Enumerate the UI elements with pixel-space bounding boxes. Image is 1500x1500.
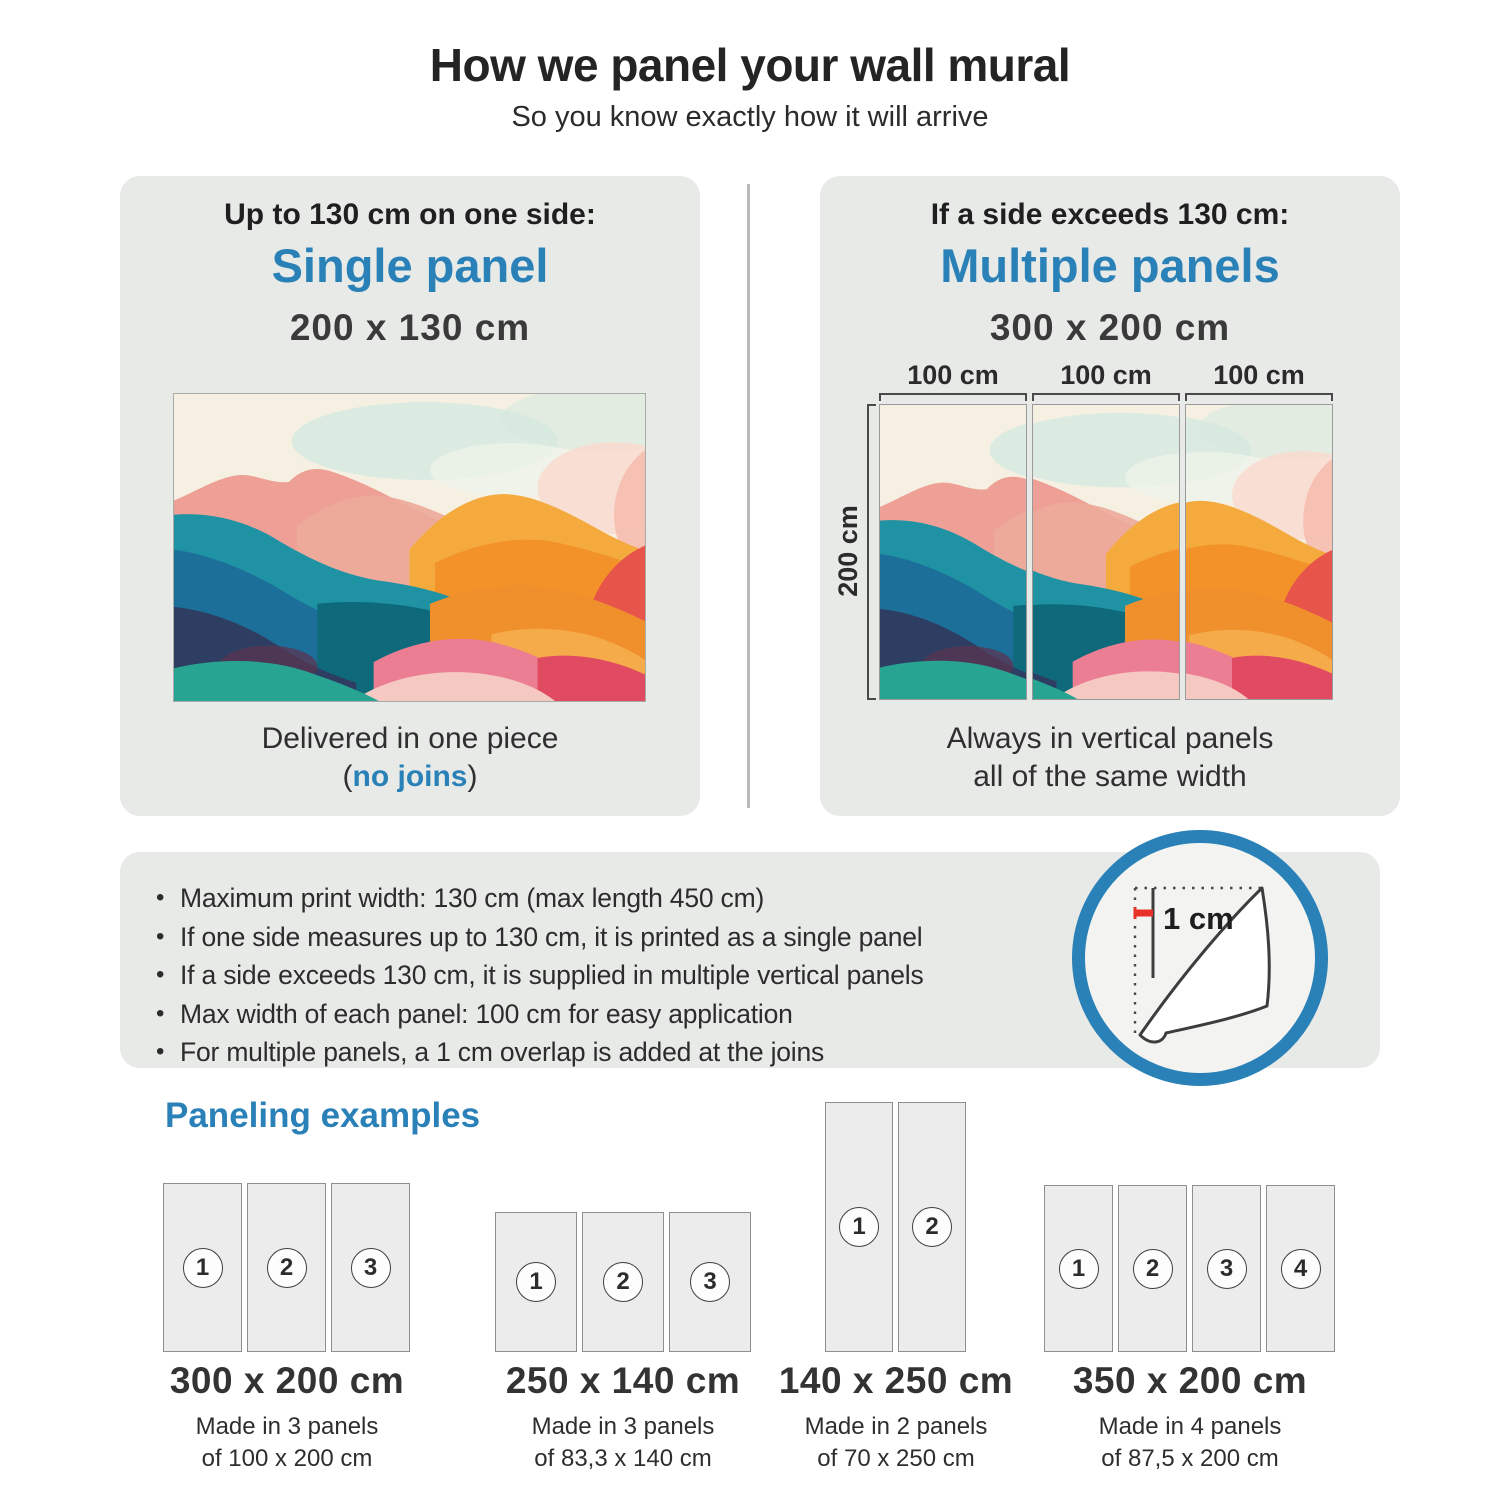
example-panel	[582, 1212, 664, 1352]
example-panels	[825, 1102, 966, 1352]
single-panel-condition: Up to 130 cm on one side:	[224, 198, 596, 231]
multiple-panels-size: 300 x 200 cm	[989, 307, 1231, 348]
panel-height-label: 200 cm	[833, 505, 863, 597]
example-panels	[163, 1183, 410, 1352]
example-panel	[495, 1212, 577, 1352]
page-curl-icon	[1085, 843, 1315, 1073]
example-size: 350 x 200 cm	[1072, 1360, 1308, 1401]
bullet-dot: •	[156, 961, 165, 988]
example-panel	[163, 1183, 242, 1352]
mural-panel-slice	[1032, 404, 1180, 700]
example-size: 140 x 250 cm	[778, 1360, 1014, 1401]
multiple-panels-footer-line2: all of the same width	[973, 760, 1247, 793]
note-text: If a side exceeds 130 cm, it is supplied in multiple vertical panels	[180, 960, 924, 990]
paren-close: )	[467, 760, 478, 793]
single-panel-title: Single panel	[271, 239, 549, 292]
panel-number-badge: 2	[267, 1248, 307, 1288]
example-made-line1: Made in 4 panels	[1098, 1413, 1282, 1440]
example-panels	[495, 1212, 751, 1352]
example-made-line2: of 70 x 250 cm	[817, 1445, 975, 1472]
overlap-badge	[1072, 830, 1328, 1086]
bullet-dot: •	[156, 999, 165, 1027]
multiple-panels-title: Multiple panels	[940, 239, 1280, 292]
note-text: For multiple panels, a 1 cm overlap is added at the joins	[180, 1037, 825, 1067]
example-panel	[669, 1212, 751, 1352]
bullet-dot: •	[156, 1038, 165, 1065]
panel-width-label: 100 cm	[1060, 360, 1152, 390]
panel-number-badge: 1	[839, 1207, 879, 1247]
panel-number-badge: 2	[603, 1262, 643, 1302]
single-panel-card	[120, 176, 700, 816]
example-panels	[1044, 1185, 1335, 1352]
panel-number-badge: 4	[1281, 1249, 1321, 1289]
example-made-line1: Made in 3 panels	[531, 1413, 715, 1440]
panel-width-label: 100 cm	[1213, 360, 1305, 390]
page-subtitle: So you know exactly how it will arrive	[511, 101, 989, 133]
single-panel-footer-line1: Delivered in one piece	[261, 722, 559, 755]
example-panel	[1044, 1185, 1113, 1352]
multiple-panels-footer-line1: Always in vertical panels	[946, 722, 1274, 755]
example-size: 300 x 200 cm	[169, 1360, 405, 1401]
panel-width-label: 100 cm	[907, 360, 999, 390]
example-panel	[331, 1183, 410, 1352]
panel-number-badge: 3	[1207, 1249, 1247, 1289]
panel-number-badge: 3	[690, 1262, 730, 1302]
example-panel	[1192, 1185, 1261, 1352]
example-made-line2: of 100 x 200 cm	[201, 1445, 373, 1472]
example-made-line2: of 83,3 x 140 cm	[534, 1445, 712, 1472]
width-measure-bracket	[879, 393, 1027, 401]
width-measure-bracket	[1185, 393, 1333, 401]
bullet-dot: •	[156, 884, 165, 911]
example-caption	[1010, 1360, 1370, 1475]
panel-number-badge: 2	[1133, 1249, 1173, 1289]
panel-number-badge: 2	[912, 1207, 952, 1247]
overlap-size-label: 1 cm	[1163, 901, 1234, 936]
panel-number-badge: 1	[1059, 1249, 1099, 1289]
mural-panel-slice	[1185, 404, 1333, 700]
panel-number-badge: 3	[351, 1248, 391, 1288]
paren-open: (	[342, 760, 353, 793]
panel-number-badge: 1	[516, 1262, 556, 1302]
note-text: Max width of each panel: 100 cm for easy application	[180, 998, 793, 1029]
example-panel	[898, 1102, 966, 1352]
example-panel	[1118, 1185, 1187, 1352]
single-panel-size: 200 x 130 cm	[289, 307, 531, 348]
example-size: 250 x 140 cm	[505, 1360, 741, 1401]
mural-image	[173, 393, 646, 702]
note-text: Maximum print width: 130 cm (max length 450 cm)	[180, 883, 765, 913]
width-measure-bracket	[1032, 393, 1180, 401]
example-panel	[247, 1183, 326, 1352]
page-title: How we panel your wall mural	[429, 39, 1071, 91]
example-panel	[825, 1102, 893, 1352]
mural-panel-slice	[879, 404, 1027, 700]
height-measure-bracket	[867, 404, 876, 700]
example-caption	[107, 1360, 467, 1475]
example-made-line2: of 87,5 x 200 cm	[1101, 1445, 1279, 1472]
panel-number-badge: 1	[183, 1248, 223, 1288]
example-made-line1: Made in 2 panels	[804, 1413, 988, 1440]
note-text: If one side measures up to 130 cm, it is printed as a single panel	[180, 921, 923, 952]
single-panel-footer-line2	[120, 760, 700, 794]
bullet-dot: •	[156, 922, 165, 950]
paneling-examples-heading: Paneling examples	[165, 1096, 481, 1135]
no-joins-highlight: no joins	[352, 760, 468, 793]
example-made-line1: Made in 3 panels	[195, 1413, 379, 1440]
multiple-panels-card	[820, 176, 1400, 816]
multiple-panels-condition: If a side exceeds 130 cm:	[930, 198, 1290, 231]
card-divider	[747, 184, 750, 808]
mural-panels-split	[879, 404, 1333, 700]
example-panel	[1266, 1185, 1335, 1352]
